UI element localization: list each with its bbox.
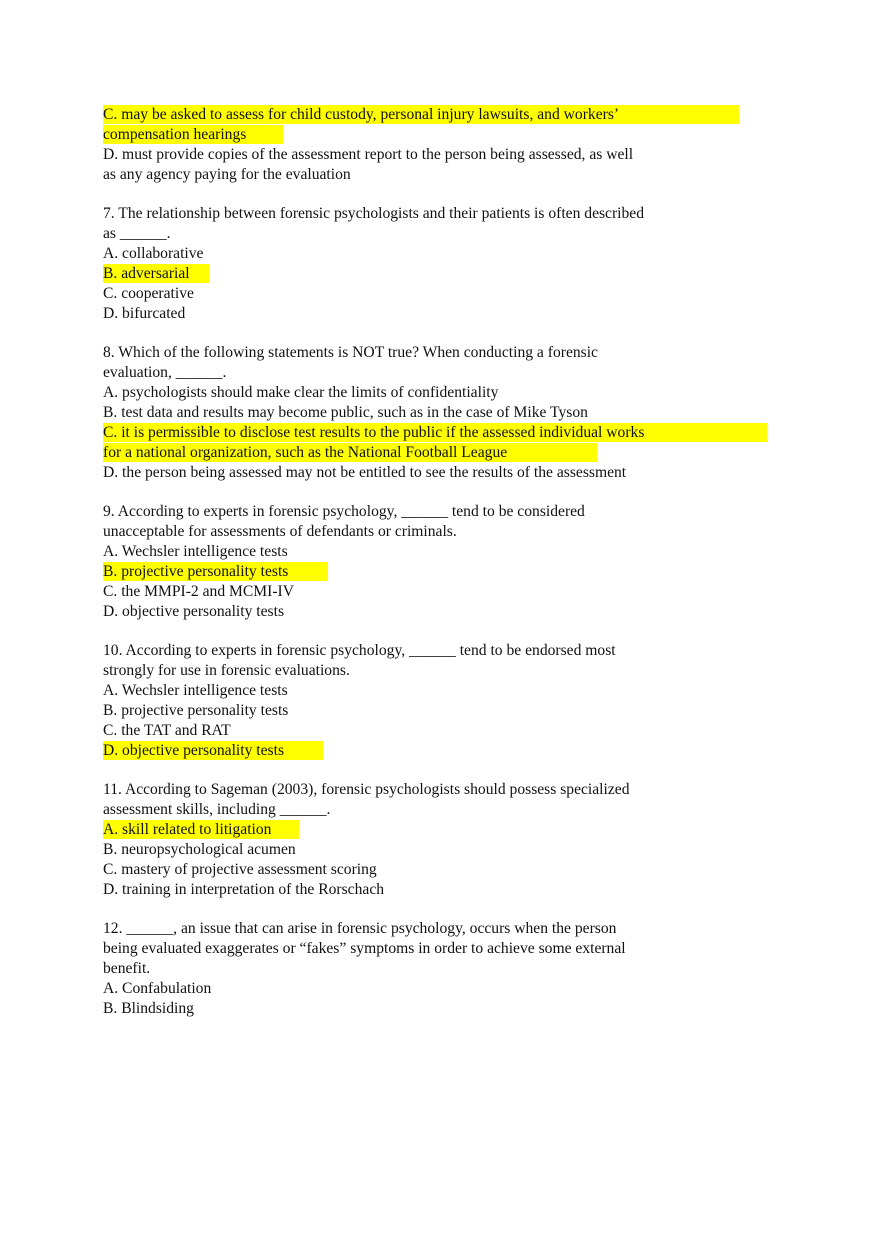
q11-option-d: D. training in interpretation of the Rorschach bbox=[103, 881, 385, 898]
q12-option-b: B. Blindsiding bbox=[103, 1000, 194, 1017]
q9-option-d: D. objective personality tests bbox=[103, 603, 285, 620]
q6-option-c-line2 bbox=[103, 125, 783, 145]
answer-highlight: B. projective personality tests bbox=[103, 562, 328, 581]
q7-option-d: D. bifurcated bbox=[103, 305, 186, 322]
q10-option-c: C. the TAT and RAT bbox=[103, 722, 231, 739]
q8-option-b: B. test data and results may become public, such as in the case of Mike Tyson bbox=[103, 404, 588, 421]
q8-option-c-line2 bbox=[103, 443, 783, 463]
answer-highlight: D. objective personality tests bbox=[103, 741, 323, 760]
q7-option-b bbox=[103, 264, 783, 284]
q9-option-b bbox=[103, 562, 783, 582]
q9-option-c: C. the MMPI-2 and MCMI-IV bbox=[103, 583, 295, 600]
q10-option-b: B. projective personality tests bbox=[103, 702, 289, 719]
q8-option-a: A. psychologists should make clear the limits of confidentiality bbox=[103, 384, 499, 401]
q11-stem-line1: 11. According to Sageman (2003), forensic psychologists should possess specialized bbox=[103, 781, 630, 798]
q9-option-a: A. Wechsler intelligence tests bbox=[103, 543, 288, 560]
q10-stem-line2: strongly for use in forensic evaluations. bbox=[103, 662, 350, 679]
q10-option-a: A. Wechsler intelligence tests bbox=[103, 682, 288, 699]
answer-highlight: compensation hearings bbox=[103, 125, 283, 144]
q9-stem-line2: unacceptable for assessments of defendants or criminals. bbox=[103, 523, 457, 540]
q12-option-a: A. Confabulation bbox=[103, 980, 212, 997]
answer-highlight: C. may be asked to assess for child custody, personal injury lawsuits, and workers’ bbox=[103, 105, 739, 124]
q8-stem-line1: 8. Which of the following statements is NOT true? When conducting a forensic bbox=[103, 344, 598, 361]
q8-stem-line2: evaluation, ______. bbox=[103, 364, 227, 381]
document-page bbox=[103, 105, 783, 1019]
q12-stem-line2: being evaluated exaggerates or “fakes” symptoms in order to achieve some external bbox=[103, 940, 626, 957]
answer-highlight: C. it is permissible to disclose test results to the public if the assessed individual works bbox=[103, 423, 767, 442]
q10-option-d bbox=[103, 741, 783, 761]
q6-option-d-line1: D. must provide copies of the assessment report to the person being assessed, as well bbox=[103, 146, 634, 163]
q6-option-d-line2: as any agency paying for the evaluation bbox=[103, 166, 351, 183]
q7-stem-line2: as ______. bbox=[103, 225, 171, 242]
q7-option-c: C. cooperative bbox=[103, 285, 194, 302]
q8-option-d: D. the person being assessed may not be entitled to see the results of the assessment bbox=[103, 464, 627, 481]
q6-option-c-line1 bbox=[103, 105, 783, 125]
q11-option-b: B. neuropsychological acumen bbox=[103, 841, 296, 858]
q10-stem-line1: 10. According to experts in forensic psychology, ______ tend to be endorsed most bbox=[103, 642, 616, 659]
q11-option-c: C. mastery of projective assessment scoring bbox=[103, 861, 377, 878]
answer-highlight: B. adversarial bbox=[103, 264, 209, 283]
q7-stem-line1: 7. The relationship between forensic psychologists and their patients is often described bbox=[103, 205, 645, 222]
q9-stem-line1: 9. According to experts in forensic psychology, ______ tend to be considered bbox=[103, 503, 585, 520]
q7-option-a: A. collaborative bbox=[103, 245, 204, 262]
answer-highlight: A. skill related to litigation bbox=[103, 820, 299, 839]
q12-stem-line3: benefit. bbox=[103, 960, 151, 977]
q11-option-a bbox=[103, 820, 783, 840]
q8-option-c-line1 bbox=[103, 423, 783, 443]
answer-highlight: for a national organization, such as the National Football League bbox=[103, 443, 597, 462]
q11-stem-line2: assessment skills, including ______. bbox=[103, 801, 331, 818]
q12-stem-line1: 12. ______, an issue that can arise in forensic psychology, occurs when the person bbox=[103, 920, 617, 937]
